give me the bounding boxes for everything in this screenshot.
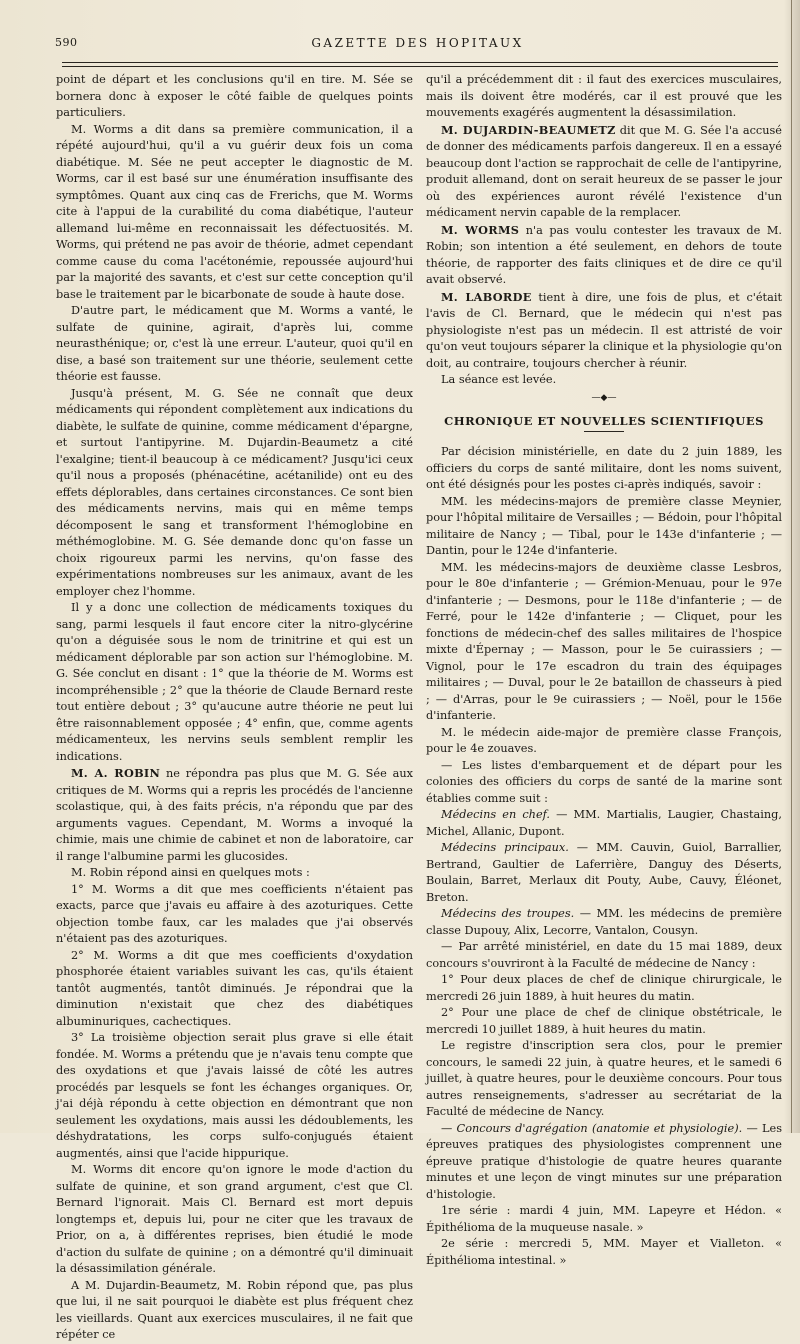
paragraph-text: — MM. Cauvin, Guiol, Barrallier, Bertrand, Gaultier de Laferrière, Danguy des Déserts, Boulain, Barret, Merlaux dit Pouty, Aube, Cauvy, Éléonet, Breton.	[426, 841, 782, 904]
section-title: CHRONIQUE ET NOUVELLES SCIENTIFIQUES	[444, 413, 764, 428]
paragraph	[426, 289, 782, 373]
paragraph	[426, 725, 782, 758]
paragraph	[56, 122, 413, 304]
paragraph	[426, 906, 782, 939]
separator-ornament: —◆—	[591, 392, 617, 403]
paragraph-text: n'a pas voulu contester les travaux de M. Robin; son intention a été seulement, en dehors de toute théorie, de rapporter des faits cliniques et de dire ce qu'il avait observé.	[426, 223, 782, 286]
header-rule	[62, 62, 778, 63]
page-edge-shadow	[784, 0, 800, 1133]
paragraph-text: M. Robin répond ainsi en quelques mots :	[71, 866, 310, 879]
left-column	[56, 72, 413, 1344]
paragraph-text: qu'il a précédemment dit : il faut des exercices musculaires, mais ils doivent être modérés, car il est prouvé que les mouvements exagérés augmentent la désassimilation.	[426, 73, 782, 119]
paragraph-text: point de départ et les conclusions qu'il en tire. M. Sée se bornera donc à exposer le côté faible de quelques points particuliers.	[56, 73, 413, 119]
paragraph	[426, 758, 782, 808]
paragraph-text: 1re série : mardi 4 juin, MM. Lapeyre et Hédon. « Épithélioma de la muqueuse nasale. »	[426, 1204, 782, 1234]
page-number: 590	[55, 36, 78, 49]
paragraph-text: dit que M. G. Sée l'a accusé de donner des médicaments parfois dangereux. Il en a essayé beaucoup dont l'action se rapprochait de celle de l'antipyrine, produit allemand, dont on serait heureux de se passer le jour où des expériences auront révélé l'existence d'un médicament nervin capable de la remplacer.	[426, 123, 782, 219]
page-edge	[791, 0, 792, 1133]
paragraph	[426, 122, 782, 222]
paragraph	[56, 765, 413, 865]
paragraph-text: ne répondra pas plus que M. G. Sée aux critiques de M. Worms qui a repris les procédés de l'ancienne scolastique, qui, à des faits précis, n'a répondu que par des arguments vagues. Cependant, M. Worms a invoqué la chimie, mais une chimie de cabinet et non de laboratoire, car il range l'albumine parmi les glucosides.	[56, 767, 413, 863]
running-title: GAZETTE DES HOPITAUX	[311, 36, 524, 50]
paragraph-text: — MM. les médecins de première classe Dupouy, Alix, Lecorre, Vantalon, Cousyn.	[426, 907, 782, 937]
paragraph	[426, 372, 782, 389]
italic-heading: Médecins en chef.	[441, 808, 551, 821]
paragraph-text: 1° Pour deux places de chef de clinique chirurgicale, le mercredi 26 juin 1889, à huit heures du matin.	[426, 973, 782, 1003]
paragraph-text: — Les épreuves pratiques des physiologistes comprennent une épreuve pratique d'histologie de quatre heures quarante minutes et une leçon de vingt minutes sur une préparation d'histologie.	[426, 1121, 782, 1201]
paragraph-text: Par décision ministérielle, en date du 2 juin 1889, les officiers du corps de santé militaire, dont les noms suivent, ont été désignés pour les postes ci-après indiqués, savoir :	[426, 445, 782, 491]
paragraph-text: 2° Pour une place de chef de clinique obstétricale, le mercredi 10 juillet 1889, à huit heures du matin.	[426, 1006, 782, 1036]
paragraph	[56, 386, 413, 601]
speaker-name: M. DUJARDIN-BEAUMETZ	[441, 122, 616, 137]
paragraph	[56, 882, 413, 948]
speaker-name: M. LABORDE	[441, 289, 532, 304]
paragraph-text: 2e série : mercredi 5, MM. Mayer et Vialleton. « Épithélioma intestinal. »	[426, 1237, 782, 1267]
paragraph-text: M. Worms a dit dans sa première communication, il a répété aujourd'hui, qu'il a vu guérir deux fois un coma diabétique. M. Sée ne peut accepter le diagnostic de M. Worms, car il est basé sur une énumération insuffisante des symptômes. Quant aux cinq cas de Frerichs, que M. Worms cite à l'appui de la curabilité du coma diabétique, l'auteur allemand lui-même en reconnaissait les défectuosités. M. Worms, qui prétend ne pas avoir de théorie, admet cependant comme cause du coma l'acétonémie, repoussée aujourd'hui par la majorité des savants, et c'est sur cette conception qu'il base le traitement par le bicarbonate de soude à haute dose.	[56, 122, 413, 301]
paragraph	[426, 444, 782, 494]
paragraph-text: — Les listes d'embarquement et de départ pour les colonies des officiers du corps de santé de la marine sont établies comme suit :	[426, 758, 782, 805]
paragraph-text: 1° M. Worms a dit que mes coefficients n'étaient pas exacts, parce que j'avais eu affaire à des azoturiques. Cette objection tombe faux, car les malades que j'ai observés n'étaient pas des azoturiques.	[56, 882, 413, 945]
section-rule	[584, 431, 624, 432]
paragraph	[426, 222, 782, 289]
paragraph	[426, 560, 782, 725]
paragraph-text: tient à dire, une fois de plus, et c'était l'avis de Cl. Bernard, que le médecin qui n'est pas physiologiste n'est pas un médecin. Il est attristé de voir qu'on veut toujours séparer la clinique et la physiologie qu'on doit, au contraire, toujours chercher à réunir.	[426, 290, 782, 370]
paragraph	[56, 865, 413, 882]
paragraph	[56, 1278, 413, 1344]
speaker-name: M. A. ROBIN	[71, 766, 161, 780]
paragraph-text: Le registre d'inscription sera clos, pour le premier concours, le samedi 22 juin, à quatre heures, et le samedi 6 juillet, à quatre heures, pour le deuxième concours. Pour tous autres renseignements, s'adresser au secrétariat de la Faculté de médecine de Nancy.	[426, 1039, 782, 1118]
paragraph	[56, 72, 413, 122]
paragraph-text: D'autre part, le médicament que M. Worms a vanté, le sulfate de quinine, agirait, d'après lui, comme neurasthénique; or, c'est là une erreur. L'auteur, quoi qu'il en dise, a basé son traitement sur une théorie, seulement cette théorie est fausse.	[56, 304, 413, 383]
paragraph	[426, 1203, 782, 1236]
paragraph	[426, 72, 782, 122]
right-column	[426, 72, 782, 1269]
paragraph-text: — Par arrêté ministériel, en date du 15 mai 1889, deux concours s'ouvriront à la Faculté de médecine de Nancy :	[426, 940, 782, 970]
paragraph-text: Il y a donc une collection de médicaments toxiques du sang, parmi lesquels il faut encore citer la nitro-glycérine qu'on a déguisée sous le nom de trinitrine et qui est un médicament déplorable par son action sur l'hémoglobine. M. G. Sée conclut en disant : 1° que la théorie de M. Worms est incompréhensible ; 2° que la théorie de Claude Bernard reste tout entière debout ; 3° qu'aucune autre théorie ne peut lui être raisonnablement opposée ; 4° enfin, que, comme agents médicamenteux, les nervins seuls semblent remplir les indications.	[56, 601, 413, 763]
paragraph	[426, 939, 782, 972]
page-header	[55, 34, 780, 56]
paragraph	[426, 807, 782, 840]
paragraph	[56, 1162, 413, 1278]
paragraph	[56, 303, 413, 386]
paragraph	[426, 1236, 782, 1269]
paragraph	[426, 494, 782, 560]
speaker-name: M. WORMS	[441, 222, 520, 237]
paragraph	[426, 1005, 782, 1038]
paragraph	[56, 1030, 413, 1162]
paragraph	[426, 972, 782, 1005]
italic-heading: Médecins principaux.	[441, 841, 569, 854]
paragraph-text: 2° M. Worms a dit que mes coefficients d'oxydation phosphorée étaient variables suivant les cas, qu'ils étaient tantôt augmentés, tantôt diminués. Je répondrai que la diminution n'existait que chez des diabétiques albuminuriques, cachectiques.	[56, 948, 413, 1028]
paragraph-text: La séance est levée.	[441, 373, 557, 386]
session-report-end	[426, 72, 782, 389]
header-rule-thin	[62, 66, 778, 67]
italic-heading: Médecins des troupes.	[441, 907, 575, 920]
paragraph-text: MM. les médecins-majors de deuxième classe Lesbros, pour le 80e d'infanterie ; — Grémion-Menuau, pour le 97e d'infanterie ; — Desmons, pour le 118e d'infanterie ; — de Ferré, pour le 142e d'infanterie ; — Cliquet, pour les fonctions de médecin-chef des salles militaires de l'hospice mixte d'Épernay ; — Masson, pour le 5e cuirassiers ; — Vignol, pour le 17e escadron du train des équipages militaires ; — Duval, pour le 2e bataillon de chasseurs à pied ; — d'Arras, pour le 9e cuirassiers ; — Noël, pour le 156e d'infanterie.	[426, 560, 782, 722]
paragraph	[426, 840, 782, 906]
paragraph-text: MM. les médecins-majors de première classe Meynier, pour l'hôpital militaire de Versailles ; — Bédoin, pour l'hôpital militaire de Nancy ; — Tibal, pour le 143e d'infanterie ; — Dantin, pour le 124e d'infanterie.	[426, 494, 782, 557]
paragraph-text: Jusqu'à présent, M. G. Sée ne connaît que deux médicaments qui répondent complètement aux indications du diabète, le sulfate de quinine, comme médicament d'épargne, et surtout l'antipyrine. M. Dujardin-Beaumetz a cité l'exalgine; tient-il beaucoup à ce médicament? Jusqu'ici ceux qu'il nous a proposés (phénacétine, acétanilide) ont eu des effets déplorables, dans certaines circonstances. Ce sont bien des médicaments nervins, mais qui en même temps décomposent le sang et transforment l'hémoglobine en méthémoglobine. M. G. Sée demande donc qu'on fasse un choix rigoureux parmi les nervins, qu'on fasse des expérimentations nombreuses sur les animaux, avant de les employer chez l'homme.	[56, 386, 413, 598]
paragraph	[56, 600, 413, 765]
paragraph	[56, 948, 413, 1031]
paragraph-text: 3° La troisième objection serait plus grave si elle était fondée. M. Worms a prétendu que je n'avais tenu compte que des oxydations et que j'avais laissé de côté les autres procédés par lesquels se font les échanges organiques. Or, j'ai déjà répondu à cette objection en démontrant que non seulement les oxydations, mais aussi les dédoublements, les déshydratations, les corps sulfo-conjugués étaient augmentés, ainsi que l'acide hippurique.	[56, 1031, 413, 1160]
paragraph	[426, 1038, 782, 1121]
paragraph-text: — MM. Martialis, Laugier, Chastaing, Michel, Allanic, Dupont.	[426, 808, 782, 838]
paragraph-text: M. Worms dit encore qu'on ignore le mode d'action du sulfate de quinine, et son grand argument, c'est que Cl. Bernard l'ignorait. Mais Cl. Bernard est mort depuis longtemps et, depuis lui, pour ne citer que les travaux de Prior, on a, à différentes reprises, bien étudié le mode d'action du sulfate de quinine ; on a démontré qu'il diminuait la désassimilation générale.	[56, 1163, 413, 1275]
paragraph-text: M. le médecin aide-major de première classe François, pour le 4e zouaves.	[426, 725, 782, 755]
chronicle-section	[426, 444, 782, 1269]
italic-heading: — Concours d'agrégation (anatomie et physiologie).	[441, 1121, 743, 1135]
paragraph-text: A M. Dujardin-Beaumetz, M. Robin répond que, pas plus que lui, il ne sait pourquoi le diabète est plus fréquent chez les vieillards. Quant aux exercices musculaires, il ne fait que répéter ce	[56, 1278, 413, 1341]
